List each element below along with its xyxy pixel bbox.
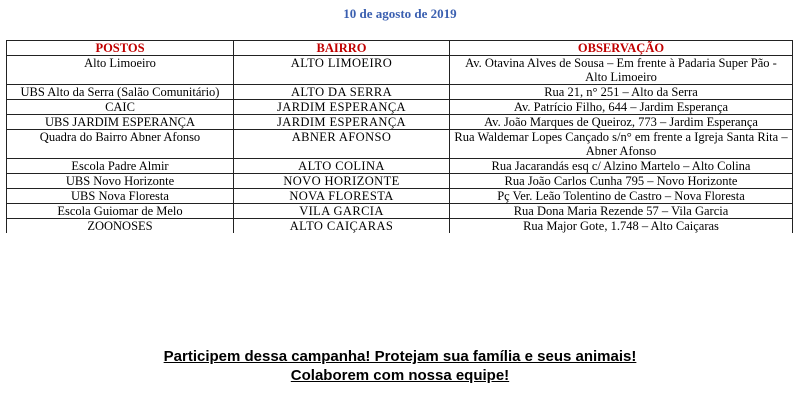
cell-observacao: Av. João Marques de Queiroz, 773 – Jardim Esperança: [450, 115, 793, 130]
table-row: [7, 115, 793, 130]
column-header-bairro: BAIRRO: [234, 41, 450, 56]
cell-observacao: Pç Ver. Leão Tolentino de Castro – Nova Floresta: [450, 189, 793, 204]
table-row: [7, 189, 793, 204]
cell-posto: UBS Novo Horizonte: [7, 174, 234, 189]
cell-observacao: Rua 21, n° 251 – Alto da Serra: [450, 85, 793, 100]
cell-posto: Quadra do Bairro Abner Afonso: [7, 130, 234, 159]
cell-posto: ZOONOSES: [7, 219, 234, 234]
campaign-message-line-1: Participem dessa campanha! Protejam sua família e seus animais!: [163, 348, 637, 365]
cell-bairro: JARDIM ESPERANÇA: [234, 115, 450, 130]
campaign-message: [0, 347, 800, 385]
cell-posto: CAIC: [7, 100, 234, 115]
table-row: [7, 85, 793, 100]
cell-posto: UBS Nova Floresta: [7, 189, 234, 204]
cell-bairro: JARDIM ESPERANÇA: [234, 100, 450, 115]
cell-posto: Escola Padre Almir: [7, 159, 234, 174]
cell-bairro: VILA GARCIA: [234, 204, 450, 219]
cell-observacao: Rua João Carlos Cunha 795 – Novo Horizonte: [450, 174, 793, 189]
vaccination-posts-table: [6, 40, 793, 233]
cell-observacao: Rua Major Gote, 1.748 – Alto Caiçaras: [450, 219, 793, 234]
cell-bairro: NOVA FLORESTA: [234, 189, 450, 204]
table-row: [7, 56, 793, 85]
cell-bairro: NOVO HORIZONTE: [234, 174, 450, 189]
campaign-message-line-2: Colaborem com nossa equipe!: [290, 367, 510, 384]
cell-observacao: Rua Waldemar Lopes Cançado s/n° em frente a Igreja Santa Rita – Abner Afonso: [450, 130, 793, 159]
cell-bairro: ALTO COLINA: [234, 159, 450, 174]
cell-observacao: Rua Dona Maria Rezende 57 – Vila Garcia: [450, 204, 793, 219]
column-header-observacao: OBSERVAÇÃO: [450, 41, 793, 56]
cell-bairro: ABNER AFONSO: [234, 130, 450, 159]
cell-posto: Alto Limoeiro: [7, 56, 234, 85]
column-header-postos: POSTOS: [7, 41, 234, 56]
document-date: 10 de agosto de 2019: [343, 6, 457, 21]
cell-observacao: Av. Patrício Filho, 644 – Jardim Esperança: [450, 100, 793, 115]
cell-posto: UBS Alto da Serra (Salão Comunitário): [7, 85, 234, 100]
cell-bairro: ALTO CAIÇARAS: [234, 219, 450, 234]
table-row: [7, 204, 793, 219]
table-row: [7, 174, 793, 189]
table-row: [7, 100, 793, 115]
table-row: [7, 159, 793, 174]
cell-posto: UBS JARDIM ESPERANÇA: [7, 115, 234, 130]
table-header-row: [7, 41, 793, 56]
cell-observacao: Av. Otavina Alves de Sousa – Em frente à Padaria Super Pão - Alto Limoeiro: [450, 56, 793, 85]
cell-observacao: Rua Jacarandás esq c/ Alzino Martelo – Alto Colina: [450, 159, 793, 174]
cell-bairro: ALTO DA SERRA: [234, 85, 450, 100]
table-row: [7, 130, 793, 159]
cell-posto: Escola Guiomar de Melo: [7, 204, 234, 219]
cell-bairro: ALTO LIMOEIRO: [234, 56, 450, 85]
table-row: [7, 219, 793, 234]
